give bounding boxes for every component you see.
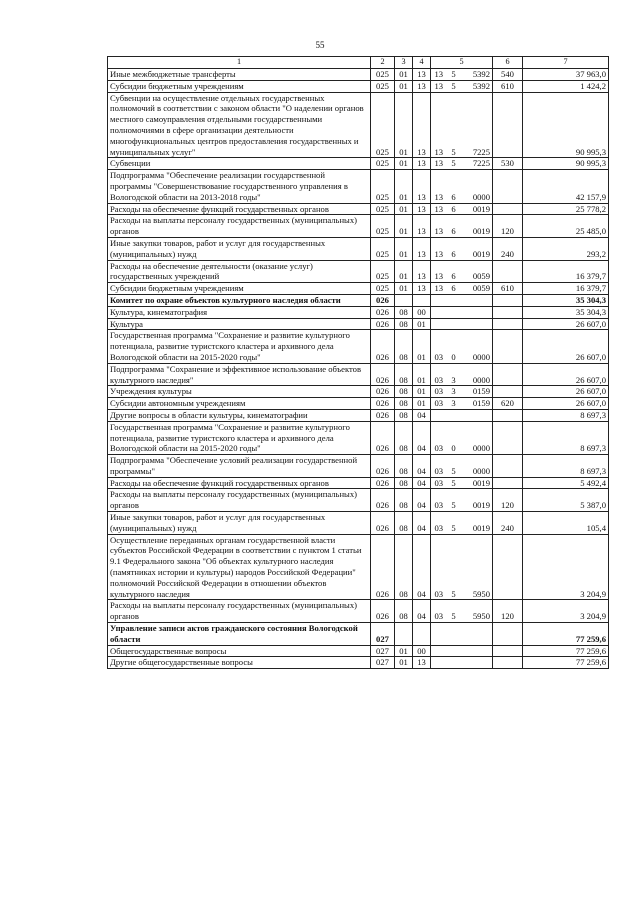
cell-expense-type <box>493 623 523 646</box>
cell-target-subprogram <box>447 623 461 646</box>
cell-target-direction: 5950 <box>461 534 493 600</box>
cell-admin-code: 026 <box>371 512 395 535</box>
cell-admin-code: 025 <box>371 260 395 283</box>
cell-section: 01 <box>395 170 413 203</box>
cell-target-program: 03 <box>431 600 447 623</box>
cell-target-program: 13 <box>431 170 447 203</box>
cell-target-direction: 5392 <box>461 69 493 81</box>
cell-admin-code: 026 <box>371 363 395 386</box>
header-cell: 1 <box>108 57 371 69</box>
cell-target-subprogram: 6 <box>447 215 461 238</box>
cell-amount: 5 387,0 <box>523 489 609 512</box>
table-row <box>108 330 609 363</box>
cell-section: 08 <box>395 386 413 398</box>
table-row <box>108 386 609 398</box>
cell-name: Культура, кинематография <box>108 306 371 318</box>
cell-expense-type <box>493 92 523 158</box>
cell-amount: 26 607,0 <box>523 386 609 398</box>
cell-amount: 77 259,6 <box>523 657 609 669</box>
cell-expense-type: 530 <box>493 158 523 170</box>
cell-subsection: 13 <box>413 237 431 260</box>
cell-name: Субвенции <box>108 158 371 170</box>
cell-admin-code: 026 <box>371 477 395 489</box>
cell-target-program <box>431 306 447 318</box>
cell-name: Культура <box>108 318 371 330</box>
table-row <box>108 237 609 260</box>
cell-target-subprogram: 6 <box>447 260 461 283</box>
table-row <box>108 657 609 669</box>
table-row <box>108 421 609 454</box>
cell-target-subprogram: 3 <box>447 386 461 398</box>
cell-subsection: 00 <box>413 645 431 657</box>
cell-section: 01 <box>395 237 413 260</box>
cell-section: 01 <box>395 158 413 170</box>
cell-name: Иные межбюджетные трансферты <box>108 69 371 81</box>
cell-target-program: 03 <box>431 398 447 410</box>
cell-name: Подпрограмма "Обеспечение условий реализации государственной программы" <box>108 455 371 478</box>
cell-name: Расходы на обеспечение деятельности (оказание услуг) государственных учреждений <box>108 260 371 283</box>
cell-section: 01 <box>395 645 413 657</box>
cell-subsection: 04 <box>413 512 431 535</box>
cell-admin-code: 025 <box>371 283 395 295</box>
cell-target-direction: 0019 <box>461 477 493 489</box>
cell-target-subprogram: 0 <box>447 330 461 363</box>
table-row <box>108 170 609 203</box>
cell-expense-type <box>493 170 523 203</box>
cell-target-program: 13 <box>431 283 447 295</box>
cell-name: Расходы на выплаты персоналу государственных (муниципальных) органов <box>108 600 371 623</box>
cell-target-subprogram: 5 <box>447 158 461 170</box>
cell-name: Субвенции на осуществление отдельных государственных полномочий в соответствии с законом области "О наделении органов местного самоуправления отдельными государственными полномочиями в сфере организации деятельности многофункциональных центров предоставления государственных и муниципальных услуг" <box>108 92 371 158</box>
cell-target-program: 03 <box>431 330 447 363</box>
cell-expense-type <box>493 409 523 421</box>
table-row <box>108 477 609 489</box>
cell-name: Субсидии бюджетным учреждениям <box>108 80 371 92</box>
cell-target-direction: 5392 <box>461 80 493 92</box>
cell-name: Подпрограмма "Сохранение и эффективное использование объектов культурного наследия" <box>108 363 371 386</box>
cell-admin-code: 027 <box>371 623 395 646</box>
cell-target-program: 13 <box>431 69 447 81</box>
cell-target-direction: 0159 <box>461 398 493 410</box>
cell-amount: 25 778,2 <box>523 203 609 215</box>
cell-section: 08 <box>395 330 413 363</box>
cell-subsection: 00 <box>413 306 431 318</box>
cell-target-direction: 0000 <box>461 363 493 386</box>
cell-target-subprogram: 5 <box>447 69 461 81</box>
cell-target-direction: 0019 <box>461 489 493 512</box>
cell-target-subprogram: 6 <box>447 237 461 260</box>
cell-target-direction: 0059 <box>461 260 493 283</box>
cell-target-program: 13 <box>431 92 447 158</box>
cell-target-direction <box>461 318 493 330</box>
header-row <box>108 57 609 69</box>
cell-amount: 3 204,9 <box>523 534 609 600</box>
cell-target-direction <box>461 306 493 318</box>
cell-target-direction: 0019 <box>461 512 493 535</box>
cell-section: 08 <box>395 421 413 454</box>
budget-table <box>107 56 609 669</box>
cell-admin-code: 026 <box>371 600 395 623</box>
cell-admin-code: 026 <box>371 306 395 318</box>
table-row <box>108 260 609 283</box>
cell-target-subprogram: 5 <box>447 455 461 478</box>
cell-target-subprogram: 6 <box>447 203 461 215</box>
cell-target-subprogram: 3 <box>447 398 461 410</box>
cell-expense-type <box>493 294 523 306</box>
cell-target-direction: 0059 <box>461 283 493 295</box>
cell-amount: 8 697,3 <box>523 421 609 454</box>
cell-amount: 77 259,6 <box>523 623 609 646</box>
cell-target-subprogram: 5 <box>447 600 461 623</box>
cell-admin-code: 026 <box>371 489 395 512</box>
cell-amount: 26 607,0 <box>523 398 609 410</box>
cell-section: 08 <box>395 512 413 535</box>
cell-target-direction: 0159 <box>461 386 493 398</box>
cell-section: 01 <box>395 92 413 158</box>
table-row <box>108 600 609 623</box>
cell-expense-type: 610 <box>493 80 523 92</box>
cell-target-program <box>431 645 447 657</box>
cell-target-program: 13 <box>431 237 447 260</box>
cell-target-program <box>431 657 447 669</box>
cell-subsection: 04 <box>413 421 431 454</box>
cell-section: 01 <box>395 215 413 238</box>
cell-subsection: 04 <box>413 409 431 421</box>
cell-name: Иные закупки товаров, работ и услуг для государственных (муниципальных) нужд <box>108 512 371 535</box>
cell-subsection: 04 <box>413 455 431 478</box>
cell-target-program: 03 <box>431 512 447 535</box>
cell-target-direction: 0019 <box>461 237 493 260</box>
cell-section <box>395 623 413 646</box>
cell-section: 01 <box>395 80 413 92</box>
cell-admin-code: 026 <box>371 455 395 478</box>
cell-subsection: 13 <box>413 170 431 203</box>
cell-section: 01 <box>395 203 413 215</box>
cell-expense-type: 120 <box>493 489 523 512</box>
header-cell: 2 <box>371 57 395 69</box>
cell-subsection: 01 <box>413 330 431 363</box>
cell-target-direction <box>461 409 493 421</box>
cell-target-program: 03 <box>431 363 447 386</box>
cell-expense-type <box>493 363 523 386</box>
table-row <box>108 512 609 535</box>
cell-subsection: 13 <box>413 69 431 81</box>
header-cell: 3 <box>395 57 413 69</box>
cell-target-program: 03 <box>431 455 447 478</box>
cell-expense-type <box>493 657 523 669</box>
cell-expense-type <box>493 306 523 318</box>
cell-admin-code: 026 <box>371 409 395 421</box>
cell-admin-code: 026 <box>371 330 395 363</box>
cell-subsection: 13 <box>413 203 431 215</box>
cell-section: 08 <box>395 600 413 623</box>
cell-target-program <box>431 294 447 306</box>
cell-expense-type <box>493 203 523 215</box>
cell-admin-code: 025 <box>371 215 395 238</box>
cell-name: Иные закупки товаров, работ и услуг для государственных (муниципальных) нужд <box>108 237 371 260</box>
table-row <box>108 92 609 158</box>
cell-subsection <box>413 294 431 306</box>
cell-target-program: 13 <box>431 80 447 92</box>
cell-amount: 77 259,6 <box>523 645 609 657</box>
cell-admin-code: 025 <box>371 69 395 81</box>
cell-expense-type <box>493 330 523 363</box>
cell-section: 08 <box>395 455 413 478</box>
cell-admin-code: 025 <box>371 158 395 170</box>
cell-name: Государственная программа "Сохранение и развитие культурного потенциала, развитие туристского кластера и архивного дела Вологодской области на 2015-2020 годы" <box>108 421 371 454</box>
cell-target-subprogram <box>447 657 461 669</box>
cell-target-program: 13 <box>431 215 447 238</box>
cell-admin-code: 025 <box>371 203 395 215</box>
cell-subsection: 01 <box>413 398 431 410</box>
cell-target-direction <box>461 294 493 306</box>
cell-section: 08 <box>395 318 413 330</box>
cell-target-program: 03 <box>431 421 447 454</box>
cell-target-program: 13 <box>431 158 447 170</box>
cell-target-subprogram: 5 <box>447 92 461 158</box>
cell-name: Управление записи актов гражданского состояния Вологодской области <box>108 623 371 646</box>
cell-target-direction: 0000 <box>461 170 493 203</box>
cell-expense-type <box>493 477 523 489</box>
cell-name: Учреждения культуры <box>108 386 371 398</box>
cell-target-direction: 7225 <box>461 158 493 170</box>
cell-section: 08 <box>395 477 413 489</box>
header-cell: 7 <box>523 57 609 69</box>
cell-target-direction: 0019 <box>461 203 493 215</box>
table-row <box>108 398 609 410</box>
cell-subsection: 04 <box>413 600 431 623</box>
cell-admin-code: 025 <box>371 237 395 260</box>
cell-name: Осуществление переданных органам государственной власти субъектов Российской Федерации в соответствии с пунктом 1 статьи 9.1 Федерального закона "Об объектах культурного наследия (памятниках истории и культуры) народов Российской Федерации" полномочий Российской Федерации в отношении объектов культурного наследия <box>108 534 371 600</box>
cell-target-subprogram: 0 <box>447 421 461 454</box>
cell-target-subprogram: 6 <box>447 170 461 203</box>
cell-amount: 26 607,0 <box>523 363 609 386</box>
cell-amount: 16 379,7 <box>523 283 609 295</box>
cell-amount: 105,4 <box>523 512 609 535</box>
cell-target-subprogram: 5 <box>447 512 461 535</box>
cell-expense-type <box>493 645 523 657</box>
cell-admin-code: 027 <box>371 657 395 669</box>
cell-expense-type <box>493 455 523 478</box>
cell-amount: 26 607,0 <box>523 330 609 363</box>
table-row <box>108 534 609 600</box>
cell-target-program: 13 <box>431 260 447 283</box>
cell-target-program: 13 <box>431 203 447 215</box>
cell-amount: 16 379,7 <box>523 260 609 283</box>
cell-subsection: 13 <box>413 80 431 92</box>
cell-amount: 293,2 <box>523 237 609 260</box>
cell-target-subprogram <box>447 409 461 421</box>
cell-name: Общегосударственные вопросы <box>108 645 371 657</box>
cell-target-subprogram: 5 <box>447 489 461 512</box>
header-cell: 4 <box>413 57 431 69</box>
cell-subsection: 04 <box>413 534 431 600</box>
cell-target-direction: 0000 <box>461 421 493 454</box>
cell-amount: 42 157,9 <box>523 170 609 203</box>
cell-target-subprogram <box>447 318 461 330</box>
cell-admin-code: 026 <box>371 534 395 600</box>
cell-section: 08 <box>395 363 413 386</box>
cell-name: Комитет по охране объектов культурного наследия области <box>108 294 371 306</box>
page-number: 55 <box>315 40 325 50</box>
cell-amount: 90 995,3 <box>523 92 609 158</box>
cell-target-direction <box>461 645 493 657</box>
cell-subsection: 13 <box>413 158 431 170</box>
table-row <box>108 215 609 238</box>
cell-name: Субсидии бюджетным учреждениям <box>108 283 371 295</box>
cell-section <box>395 294 413 306</box>
cell-name: Расходы на выплаты персоналу государственных (муниципальных) органов <box>108 489 371 512</box>
table-row <box>108 623 609 646</box>
cell-expense-type: 620 <box>493 398 523 410</box>
cell-expense-type: 240 <box>493 237 523 260</box>
cell-name: Государственная программа "Сохранение и развитие культурного потенциала, развитие туристского кластера и архивного дела Вологодской области на 2015-2020 годы" <box>108 330 371 363</box>
cell-name: Расходы на выплаты персоналу государственных (муниципальных) органов <box>108 215 371 238</box>
cell-amount: 8 697,3 <box>523 409 609 421</box>
header-cell: 5 <box>431 57 493 69</box>
cell-name: Расходы на обеспечение функций государственных органов <box>108 203 371 215</box>
cell-amount: 5 492,4 <box>523 477 609 489</box>
cell-amount: 26 607,0 <box>523 318 609 330</box>
cell-expense-type <box>493 421 523 454</box>
table-row <box>108 203 609 215</box>
cell-admin-code: 026 <box>371 398 395 410</box>
table-row <box>108 318 609 330</box>
cell-name: Другие вопросы в области культуры, кинематографии <box>108 409 371 421</box>
cell-expense-type <box>493 534 523 600</box>
table-row <box>108 294 609 306</box>
cell-target-subprogram: 5 <box>447 477 461 489</box>
cell-section: 08 <box>395 409 413 421</box>
cell-expense-type <box>493 260 523 283</box>
cell-expense-type: 610 <box>493 283 523 295</box>
cell-amount: 35 304,3 <box>523 306 609 318</box>
cell-subsection: 13 <box>413 283 431 295</box>
cell-target-direction: 5950 <box>461 600 493 623</box>
table-row <box>108 363 609 386</box>
cell-target-subprogram <box>447 645 461 657</box>
cell-name: Подпрограмма "Обеспечение реализации государственной программы "Совершенствование государственного управления в Вологодской области на 2013-2018 годы" <box>108 170 371 203</box>
table-row <box>108 80 609 92</box>
cell-amount: 3 204,9 <box>523 600 609 623</box>
cell-subsection: 13 <box>413 215 431 238</box>
cell-name: Субсидии автономным учреждениям <box>108 398 371 410</box>
cell-section: 01 <box>395 283 413 295</box>
cell-amount: 1 424,2 <box>523 80 609 92</box>
cell-admin-code: 027 <box>371 645 395 657</box>
table-row <box>108 283 609 295</box>
cell-admin-code: 026 <box>371 386 395 398</box>
cell-amount: 8 697,3 <box>523 455 609 478</box>
cell-subsection: 13 <box>413 657 431 669</box>
cell-target-program: 03 <box>431 534 447 600</box>
cell-subsection: 13 <box>413 92 431 158</box>
table-row <box>108 69 609 81</box>
cell-admin-code: 026 <box>371 318 395 330</box>
cell-amount: 90 995,3 <box>523 158 609 170</box>
cell-target-direction: 0000 <box>461 455 493 478</box>
table-row <box>108 409 609 421</box>
cell-admin-code: 026 <box>371 294 395 306</box>
cell-name: Другие общегосударственные вопросы <box>108 657 371 669</box>
cell-expense-type: 120 <box>493 215 523 238</box>
cell-subsection: 01 <box>413 363 431 386</box>
cell-target-direction: 0000 <box>461 330 493 363</box>
cell-target-direction: 0019 <box>461 215 493 238</box>
cell-target-program: 03 <box>431 489 447 512</box>
table-row <box>108 645 609 657</box>
table-row <box>108 455 609 478</box>
cell-subsection: 04 <box>413 477 431 489</box>
cell-amount: 25 485,0 <box>523 215 609 238</box>
cell-subsection: 04 <box>413 489 431 512</box>
cell-expense-type: 540 <box>493 69 523 81</box>
cell-target-program <box>431 409 447 421</box>
cell-amount: 37 963,0 <box>523 69 609 81</box>
cell-admin-code: 025 <box>371 170 395 203</box>
cell-section: 08 <box>395 534 413 600</box>
cell-section: 01 <box>395 260 413 283</box>
cell-target-direction <box>461 657 493 669</box>
cell-subsection <box>413 623 431 646</box>
cell-expense-type <box>493 318 523 330</box>
cell-target-subprogram <box>447 306 461 318</box>
cell-admin-code: 025 <box>371 92 395 158</box>
cell-target-subprogram <box>447 294 461 306</box>
cell-expense-type <box>493 386 523 398</box>
cell-amount: 35 304,3 <box>523 294 609 306</box>
cell-target-subprogram: 6 <box>447 283 461 295</box>
cell-section: 08 <box>395 489 413 512</box>
cell-subsection: 01 <box>413 386 431 398</box>
table-row <box>108 489 609 512</box>
cell-target-subprogram: 5 <box>447 80 461 92</box>
header-cell: 6 <box>493 57 523 69</box>
cell-target-direction: 7225 <box>461 92 493 158</box>
cell-expense-type: 240 <box>493 512 523 535</box>
cell-subsection: 01 <box>413 318 431 330</box>
cell-target-subprogram: 5 <box>447 534 461 600</box>
cell-section: 01 <box>395 657 413 669</box>
cell-target-subprogram: 3 <box>447 363 461 386</box>
cell-target-program: 03 <box>431 386 447 398</box>
table-row <box>108 306 609 318</box>
cell-admin-code: 025 <box>371 80 395 92</box>
table-row <box>108 158 609 170</box>
cell-admin-code: 026 <box>371 421 395 454</box>
cell-expense-type: 120 <box>493 600 523 623</box>
cell-section: 08 <box>395 398 413 410</box>
cell-target-program: 03 <box>431 477 447 489</box>
cell-name: Расходы на обеспечение функций государственных органов <box>108 477 371 489</box>
cell-target-program <box>431 623 447 646</box>
cell-target-direction <box>461 623 493 646</box>
cell-section: 01 <box>395 69 413 81</box>
cell-subsection: 13 <box>413 260 431 283</box>
cell-section: 08 <box>395 306 413 318</box>
cell-target-program <box>431 318 447 330</box>
